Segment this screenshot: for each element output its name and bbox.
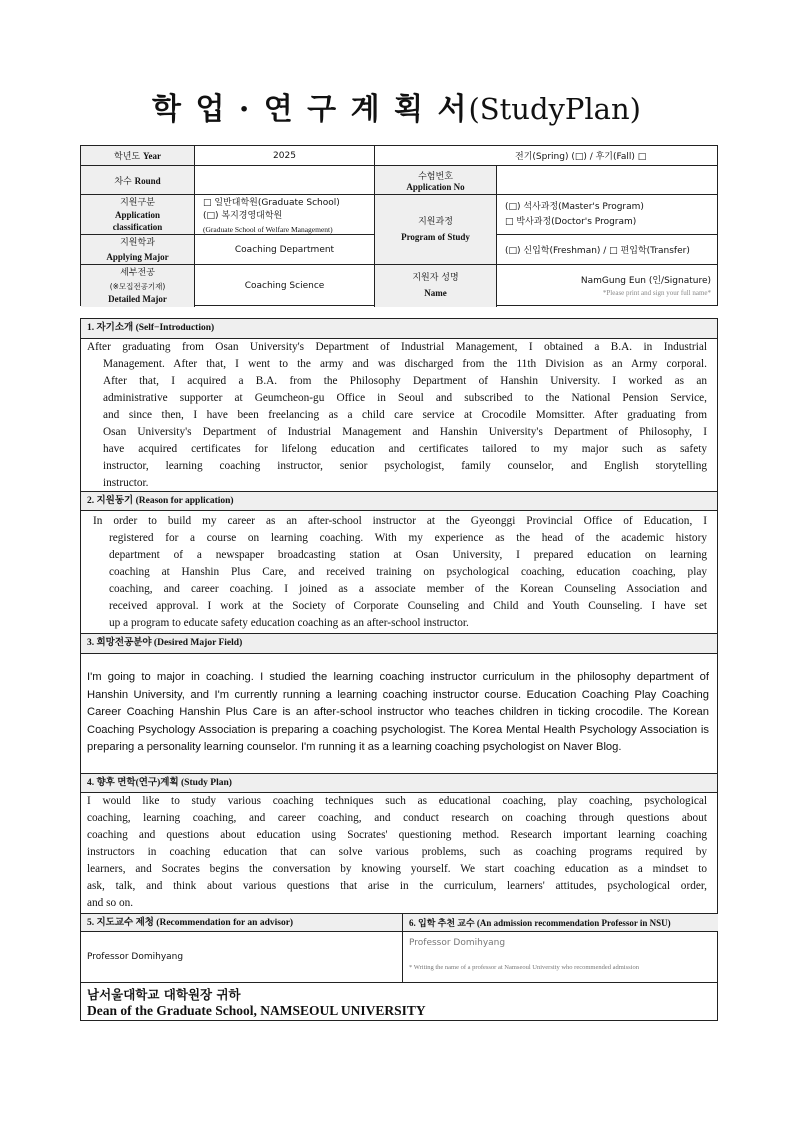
reason-line: department of a newspaper broadcasting station at Osan University, I prepared education on learning bbox=[109, 549, 707, 561]
detail-major-value: Coaching Science bbox=[195, 265, 375, 307]
major-label: 지원학과 Applying Major bbox=[81, 235, 195, 265]
self-introduction-line: instructor, learning coaching instructor, senior psychologist, family counselor, and English storytelling bbox=[103, 460, 707, 472]
self-introduction-line: After graduating from Osan University's Department of Industrial Management, I obtained a B.A. in Industrial bbox=[87, 341, 707, 353]
self-introduction-text bbox=[87, 339, 707, 492]
document-title bbox=[0, 84, 793, 128]
addressee-english: Dean of the Graduate School, NAMSEOUL UNIVERSITY bbox=[87, 1003, 426, 1018]
title-english: (StudyPlan) bbox=[468, 92, 641, 126]
round-value bbox=[195, 166, 375, 195]
year-value: 2025 bbox=[195, 146, 375, 166]
classification-option-graduate: □ 일반대학원(Graduate School) bbox=[203, 198, 340, 208]
study-plan-line: and so on. bbox=[87, 897, 134, 909]
self-introduction-line: instructor. bbox=[103, 477, 149, 489]
study-plan-line: instructors in coaching education that can solve various problems, such as coaching programs required by bbox=[87, 846, 707, 858]
admission-recommendation-cell bbox=[403, 932, 718, 983]
study-plan-line: I would like to study various coaching techniques such as educational coaching, play coaching, psychological bbox=[87, 795, 707, 807]
reason-line: coaching, and career coaching. I joined as a associate member of the Korean Counseling Association and bbox=[109, 583, 707, 595]
addressee-korean: 남서울대학교 대학원장 귀하 bbox=[87, 987, 241, 1002]
desired-major-line: Hanshin University, and I'm currently running a learning coaching instructor course. Education Coaching Play Coaching bbox=[87, 688, 709, 701]
section6-header: 6. 입학 추천 교수 (An admission recommendation Professor in NSU) bbox=[403, 913, 718, 932]
round-label: 차수 Round bbox=[81, 166, 195, 195]
classification-option-welfare: (□) 복지경영대학원 bbox=[203, 211, 283, 221]
desired-major-line: I'm going to major in coaching. I studied the learning coaching instructor curriculum in the philosophy department of bbox=[87, 671, 709, 683]
desired-major-line: preparing a personality learning counselor. I'm running it as a learning coaching psychologist on Naver Blog. bbox=[87, 741, 622, 753]
appno-value bbox=[497, 166, 717, 195]
section2-header: 2. 지원동기 (Reason for application) bbox=[81, 491, 717, 511]
self-introduction-line: have acquired certificates for lifelong education and certificates tailored to my major such as safety bbox=[103, 443, 707, 455]
section3-header: 3. 희망전공분야 (Desired Major Field) bbox=[81, 633, 717, 654]
desired-major-field-text bbox=[87, 669, 709, 757]
reason-line: up a program to educate safety education coaching as an after-school instructor. bbox=[109, 617, 469, 629]
info-table bbox=[80, 145, 718, 306]
self-introduction-line: Management. After that, I went to the army and was discharged from the 11th Division as an Army corporal. bbox=[103, 358, 707, 370]
study-plan-line: learners, and Socrates begins the conversation by knowing yourself. We start coaching education as a mindset to bbox=[87, 863, 707, 875]
recommending-professor-note: * Writing the name of a professor at Namseoul University who recommended admission bbox=[409, 964, 639, 971]
recommending-professor-name[interactable]: Professor Domihyang bbox=[409, 938, 506, 948]
desired-major-line: Career Coaching Hanshin Plus Care is an after-school instructor who teaches children in ticking crocodile. The Korean bbox=[87, 706, 709, 718]
study-plan-line: ask, talk, and think about various questions that arise in the curriculum, learners' attitudes, psychological order, bbox=[87, 880, 707, 892]
appno-label: 수험번호 Application No bbox=[375, 166, 497, 195]
addressee-block bbox=[87, 987, 426, 1019]
classification-label: 지원구분 Application classification bbox=[81, 195, 195, 235]
advisor-name[interactable]: Professor Domihyang bbox=[87, 952, 184, 962]
self-introduction-line: administrative supporter at Geumcheon-gu Office in Seoul and subscribed to the National Pension Service, bbox=[103, 392, 707, 404]
applicant-name[interactable]: NamGung Eun (인/Signature) bbox=[580, 276, 711, 286]
program-options bbox=[497, 195, 717, 235]
classification-options bbox=[195, 195, 375, 235]
study-plan-text bbox=[87, 793, 707, 912]
self-introduction-line: Osan University's Department of Industrial Management and Hanshin University's Department of Philosophy, I bbox=[103, 426, 707, 438]
semester-options: 전기(Spring) (□) / 후기(Fall) □ bbox=[375, 146, 717, 166]
program-label: 지원과정 Program of Study bbox=[375, 195, 497, 265]
reason-line: coaching at Hanshin Plus Care, and received training on psychological coaching, education coaching, play bbox=[109, 566, 707, 578]
applicant-name-note: *Please print and sign your full name* bbox=[602, 289, 711, 297]
title-korean: 학 업 · 연 구 계 획 서 bbox=[152, 92, 469, 127]
self-introduction-line: and since then, I have been freelancing as a child care service at Crocodile Momsitter. After graduating from bbox=[103, 409, 707, 421]
classification-option-welfare-en: (Graduate School of Welfare Management) bbox=[203, 225, 333, 234]
reason-for-application-text bbox=[93, 513, 707, 632]
program-option-doctor: □ 박사과정(Doctor's Program) bbox=[505, 217, 637, 227]
self-introduction-line: After that, I acquired a B.A. from the Philosophy Department of Hanshin University. I worked as an bbox=[103, 375, 707, 387]
sections-box bbox=[80, 318, 718, 1021]
year-label: 학년도 Year bbox=[81, 146, 195, 166]
advisor-recommendation-cell bbox=[81, 932, 403, 983]
applicant-name-value bbox=[497, 265, 717, 307]
section1-header: 1. 자기소개 (Self−Introduction) bbox=[81, 319, 717, 339]
reason-line: received approval. I work at the Society of Corporate Counseling and Child and Youth Counseling. I have set bbox=[109, 600, 707, 612]
study-plan-line: coaching, learning coaching, and career coaching, and conduct research on coaching through questions about bbox=[87, 812, 707, 824]
major-value: Coaching Department bbox=[195, 235, 375, 265]
reason-line: registered for a course on learning coaching. With my experience as the head of the academic history bbox=[109, 532, 707, 544]
section5-header: 5. 지도교수 제청 (Recommendation for an advisor) bbox=[81, 913, 403, 932]
desired-major-line: Coaching Psychology Association is preparing a coaching psychologist. The Korea Mental Health Psychology Association is bbox=[87, 723, 709, 736]
section4-header: 4. 향후 면학(연구)계획 (Study Plan) bbox=[81, 773, 717, 793]
program-admission-type: (□) 신입학(Freshman) / □ 편입학(Transfer) bbox=[497, 235, 717, 265]
detail-major-label: 세부전공 (※모집전공기재) Detailed Major bbox=[81, 265, 195, 307]
program-option-master: (□) 석사과정(Master's Program) bbox=[505, 202, 644, 212]
study-plan-line: coaching and questions about education using Socrates' questioning method. Research important learning coaching bbox=[87, 829, 707, 841]
applicant-name-label: 지원자 성명 Name bbox=[375, 265, 497, 307]
reason-line: In order to build my career as an after-school instructor at the Gyeonggi Provincial Office of Education, I bbox=[93, 515, 707, 527]
